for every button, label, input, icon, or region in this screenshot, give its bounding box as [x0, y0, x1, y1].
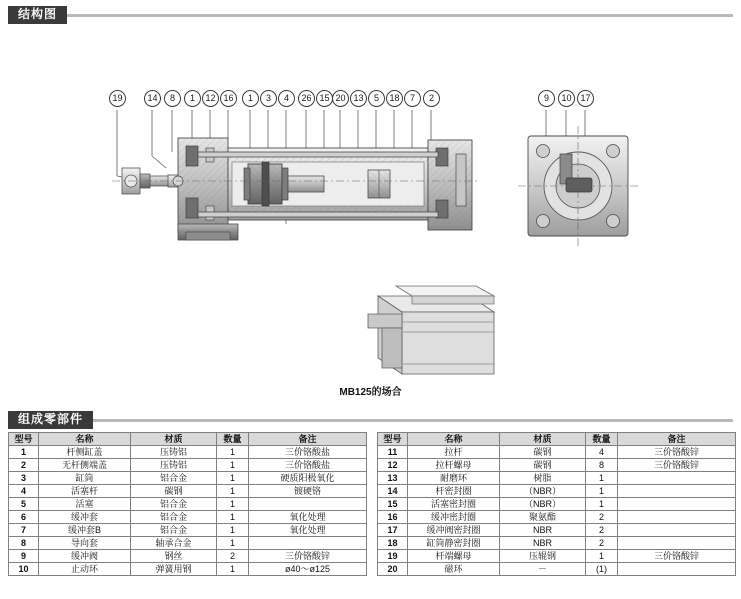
section-rule [67, 14, 733, 17]
callout-17: 17 [577, 90, 594, 107]
cell-name: 活塞密封圈 [408, 498, 500, 511]
cell-note: 三价铬酸锌 [618, 459, 736, 472]
cell-no: 18 [378, 537, 408, 550]
cell-no: 5 [9, 498, 39, 511]
callout-13: 13 [350, 90, 367, 107]
cell-note: 氧化处理 [249, 511, 367, 524]
th-no: 型号 [378, 433, 408, 446]
cell-qty: 1 [586, 472, 618, 485]
cell-note [618, 498, 736, 511]
cell-material: 树脂 [500, 472, 586, 485]
cell-no: 8 [9, 537, 39, 550]
callout-20: 20 [332, 90, 349, 107]
cell-name: 缓冲套B [39, 524, 131, 537]
parts-tables [8, 432, 733, 576]
callout-16: 16 [220, 90, 237, 107]
table-row [9, 537, 367, 550]
cell-no: 13 [378, 472, 408, 485]
cell-note [249, 498, 367, 511]
callout-1a: 1 [184, 90, 201, 107]
callout-2: 2 [423, 90, 440, 107]
section-rule-parts [93, 419, 733, 422]
structure-drawing [0, 28, 741, 408]
cell-qty: 8 [586, 459, 618, 472]
table-row [9, 472, 367, 485]
table-row [378, 485, 736, 498]
cell-note [618, 485, 736, 498]
table-row [378, 472, 736, 485]
cell-no: 15 [378, 498, 408, 511]
cell-qty: 1 [217, 511, 249, 524]
cell-material: 碳钢 [500, 459, 586, 472]
cell-material: 轴承合金 [131, 537, 217, 550]
cell-no: 6 [9, 511, 39, 524]
cell-name: 耐磨环 [408, 472, 500, 485]
callout-8: 8 [164, 90, 181, 107]
cell-name: 杆侧缸盖 [39, 446, 131, 459]
table-row [9, 498, 367, 511]
cell-material: － [500, 563, 586, 576]
table-header-row [378, 433, 736, 446]
table-row [378, 563, 736, 576]
cylinder-cross-section-svg [0, 28, 741, 408]
cell-material: 铝合金 [131, 472, 217, 485]
parts-table-left [8, 432, 367, 576]
cell-qty: 1 [217, 537, 249, 550]
cell-note: 三价铬酸锌 [618, 446, 736, 459]
table-row [378, 524, 736, 537]
table-row [378, 537, 736, 550]
th-note: 备注 [249, 433, 367, 446]
th-no: 型号 [9, 433, 39, 446]
cell-name: 拉杆螺母 [408, 459, 500, 472]
cell-name: 无杆侧端盖 [39, 459, 131, 472]
th-qty: 数量 [217, 433, 249, 446]
cell-note [618, 537, 736, 550]
section-header-parts [8, 411, 733, 429]
cell-no: 10 [9, 563, 39, 576]
cell-material: NBR [500, 537, 586, 550]
cell-material: 弹簧用钢 [131, 563, 217, 576]
table-row [9, 550, 367, 563]
cell-name: 拉杆 [408, 446, 500, 459]
table-row [9, 524, 367, 537]
cell-no: 16 [378, 511, 408, 524]
cell-note: 三价铬酸锌 [249, 550, 367, 563]
cell-material: 钢丝 [131, 550, 217, 563]
table-row [378, 511, 736, 524]
cell-material: 压铸铝 [131, 446, 217, 459]
cell-no: 9 [9, 550, 39, 563]
cell-no: 17 [378, 524, 408, 537]
cell-material: 压辊钢 [500, 550, 586, 563]
cell-name: 缓冲阀 [39, 550, 131, 563]
cell-qty: 2 [586, 524, 618, 537]
cell-qty: 1 [217, 485, 249, 498]
th-note: 备注 [618, 433, 736, 446]
cell-material: NBR [500, 524, 586, 537]
cell-qty: (1) [586, 563, 618, 576]
cell-qty: 1 [217, 459, 249, 472]
table-row [378, 459, 736, 472]
th-name: 名称 [39, 433, 131, 446]
cell-name: 磁环 [408, 563, 500, 576]
cell-note: 三价铬酸锌 [618, 550, 736, 563]
table-row [9, 459, 367, 472]
cell-material: （NBR） [500, 498, 586, 511]
callout-7: 7 [404, 90, 421, 107]
callout-1b: 1 [242, 90, 259, 107]
cell-note [618, 472, 736, 485]
callout-26: 26 [298, 90, 315, 107]
cell-note [618, 511, 736, 524]
cell-note: 三价铬酸盐 [249, 459, 367, 472]
callout-15: 15 [316, 90, 333, 107]
cell-qty: 2 [586, 511, 618, 524]
cell-qty: 1 [586, 485, 618, 498]
cell-qty: 1 [586, 498, 618, 511]
cell-note: 氧化处理 [249, 524, 367, 537]
cell-material: 聚氨酯 [500, 511, 586, 524]
callout-12: 12 [202, 90, 219, 107]
cell-material: 铝合金 [131, 524, 217, 537]
cell-no: 19 [378, 550, 408, 563]
cell-name: 导向套 [39, 537, 131, 550]
section-header-structure [8, 6, 733, 24]
table-row [378, 498, 736, 511]
cell-name: 杆密封圈 [408, 485, 500, 498]
cell-name: 缓冲阀密封圈 [408, 524, 500, 537]
cell-name: 杆端螺母 [408, 550, 500, 563]
section-title-parts: 组成零部件 [8, 411, 93, 429]
cell-name: 止动环 [39, 563, 131, 576]
cell-no: 14 [378, 485, 408, 498]
cell-material: 铝合金 [131, 498, 217, 511]
cell-material: （NBR） [500, 485, 586, 498]
table-header-row [9, 433, 367, 446]
cell-qty: 1 [217, 472, 249, 485]
th-qty: 数量 [586, 433, 618, 446]
table-row [378, 446, 736, 459]
cell-no: 1 [9, 446, 39, 459]
cell-note [618, 524, 736, 537]
callout-5: 5 [368, 90, 385, 107]
callout-4: 4 [278, 90, 295, 107]
table-row [9, 511, 367, 524]
cell-qty: 2 [217, 550, 249, 563]
cell-name: 缓冲密封圈 [408, 511, 500, 524]
cell-qty: 2 [586, 537, 618, 550]
cell-qty: 1 [217, 524, 249, 537]
cell-material: 铝合金 [131, 511, 217, 524]
cell-note: 三价铬酸盐 [249, 446, 367, 459]
table-row [9, 446, 367, 459]
cell-note: 硬质阳极氧化 [249, 472, 367, 485]
callout-10: 10 [558, 90, 575, 107]
cell-material: 碳钢 [131, 485, 217, 498]
callout-14: 14 [144, 90, 161, 107]
cell-name: 缸筒 [39, 472, 131, 485]
cell-qty: 1 [217, 446, 249, 459]
cell-note: 镀硬铬 [249, 485, 367, 498]
th-name: 名称 [408, 433, 500, 446]
caption-mb125: MB125的场合 [339, 387, 402, 398]
cell-no: 12 [378, 459, 408, 472]
cell-name: 活塞杆 [39, 485, 131, 498]
callout-19: 19 [109, 90, 126, 107]
cell-no: 7 [9, 524, 39, 537]
cell-note: ø40～ø125 [249, 563, 367, 576]
cell-note [618, 563, 736, 576]
cell-material: 碳钢 [500, 446, 586, 459]
cell-note [249, 537, 367, 550]
callout-18: 18 [386, 90, 403, 107]
cell-name: 缸筒静密封圈 [408, 537, 500, 550]
cell-no: 3 [9, 472, 39, 485]
cell-no: 4 [9, 485, 39, 498]
table-row [378, 550, 736, 563]
cell-qty: 1 [586, 550, 618, 563]
cell-qty: 1 [217, 498, 249, 511]
callout-9: 9 [538, 90, 555, 107]
table-row [9, 563, 367, 576]
parts-table-right [377, 432, 736, 576]
cell-no: 2 [9, 459, 39, 472]
cell-no: 11 [378, 446, 408, 459]
cell-name: 缓冲套 [39, 511, 131, 524]
cell-name: 活塞 [39, 498, 131, 511]
cell-qty: 4 [586, 446, 618, 459]
callout-3: 3 [260, 90, 277, 107]
cell-material: 压铸铝 [131, 459, 217, 472]
cell-qty: 1 [217, 563, 249, 576]
th-mat: 材质 [131, 433, 217, 446]
table-row [9, 485, 367, 498]
th-mat: 材质 [500, 433, 586, 446]
section-title-structure: 结构图 [8, 6, 67, 24]
cell-no: 20 [378, 563, 408, 576]
